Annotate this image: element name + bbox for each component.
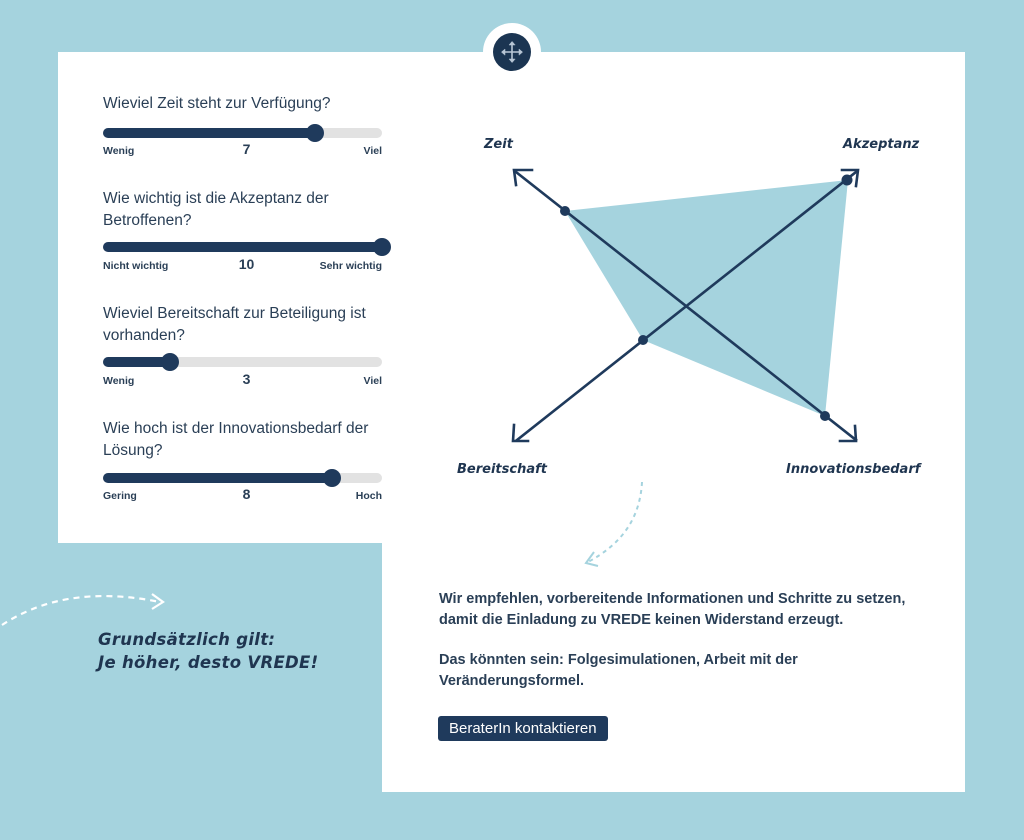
axis-label-bereitschaft: Bereitschaft bbox=[457, 462, 547, 477]
slider-max-label: Viel bbox=[363, 145, 382, 157]
question-zeit: Wieviel Zeit steht zur Verfügung? bbox=[103, 95, 331, 112]
question-akzeptanz: Wie wichtig ist die Akzeptanz der Betroffenen? bbox=[103, 190, 329, 229]
motto-line-1: Grundsätzlich gilt: bbox=[98, 630, 276, 649]
dashed-arrow-down-icon bbox=[588, 482, 642, 562]
slider-value: 10 bbox=[238, 256, 255, 272]
slider-value: 3 bbox=[242, 371, 251, 387]
slider-min-label: Wenig bbox=[103, 375, 135, 387]
question-bereitschaft: Wieviel Bereitschaft zur Beteiligung ist vorhanden? bbox=[103, 305, 366, 344]
point-zeit bbox=[560, 206, 570, 216]
recommendation-text-2: Das könnten sein: Folgesimulationen, Arbeit mit der Veränderungsformel. bbox=[439, 652, 798, 689]
axis-label-akzeptanz: Akzeptanz bbox=[843, 137, 920, 152]
slider-value: 7 bbox=[242, 141, 251, 157]
recommendation-text-1: Wir empfehlen, vorbereitende Informationen und Schritte zu setzen, damit die Einladung zu VREDE keinen Widerstand erzeugt. bbox=[439, 591, 906, 628]
question-innovationsbedarf: Wie hoch ist der Innovationsbedarf der Lösung? bbox=[103, 420, 369, 459]
point-bereitschaft bbox=[638, 335, 648, 345]
slider-min-label: Gering bbox=[103, 490, 137, 502]
motto-line-2: Je höher, desto VREDE! bbox=[98, 653, 319, 672]
motto bbox=[98, 628, 318, 674]
axis-label-zeit: Zeit bbox=[484, 137, 513, 152]
axis-label-innovationsbedarf: Innovationsbedarf bbox=[786, 462, 921, 477]
contact-advisor-button[interactable]: BeraterIn kontaktieren bbox=[438, 716, 608, 741]
slider-value: 8 bbox=[242, 486, 251, 502]
slider-min-label: Wenig bbox=[103, 145, 135, 157]
point-innovationsbedarf bbox=[820, 411, 830, 421]
slider-max-label: Viel bbox=[363, 375, 382, 387]
point-akzeptanz bbox=[842, 175, 853, 186]
dashed-arrow-right-icon bbox=[2, 596, 160, 625]
slider-max-label: Sehr wichtig bbox=[319, 260, 382, 272]
slider-min-label: Nicht wichtig bbox=[103, 260, 169, 272]
slider-max-label: Hoch bbox=[355, 490, 382, 502]
chart-area bbox=[565, 180, 848, 416]
